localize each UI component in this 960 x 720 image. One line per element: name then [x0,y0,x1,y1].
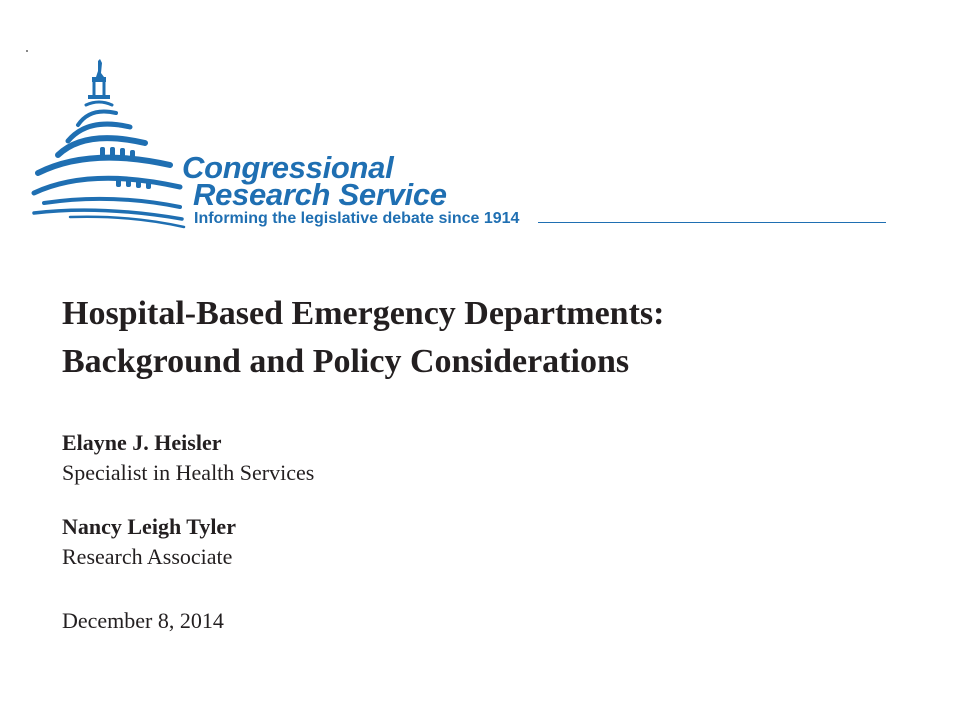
author-role: Research Associate [62,544,233,569]
brand-name-line2: Research Service [193,177,447,212]
tagline-rule [538,222,886,223]
author-name: Elayne J. Heisler [62,430,222,455]
report-title-line1: Hospital-Based Emergency Departments: [62,295,665,332]
report-title-line2: Background and Policy Considerations [62,343,630,380]
capitol-dome-icon [30,55,190,235]
scan-speck [26,50,28,52]
crs-logo [30,55,900,235]
author-name: Nancy Leigh Tyler [62,514,236,539]
brand-tagline: Informing the legislative debate since 1914 [194,210,520,227]
author-role: Specialist in Health Services [62,460,315,485]
brand-name-line1: Congressional [182,150,394,185]
report-date: December 8, 2014 [62,608,224,633]
report-title [62,290,664,386]
